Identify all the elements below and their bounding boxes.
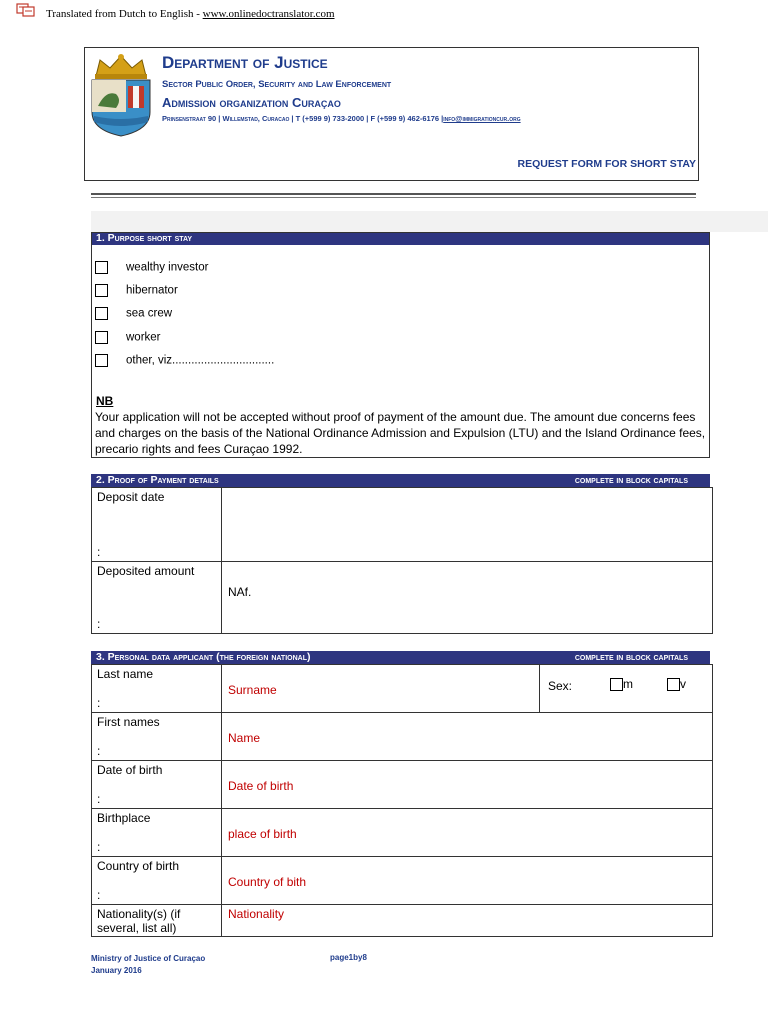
label-text: Deposited amount <box>97 564 195 578</box>
label-colon: : <box>97 617 101 631</box>
sector-name: Sector Public Order, Security and Law Enforcement <box>162 79 392 90</box>
section-2-title: 2. Proof of Payment details <box>96 474 219 486</box>
label-colon: : <box>97 744 101 758</box>
field-label <box>92 857 222 905</box>
option-wealthy-investor[interactable] <box>95 261 208 277</box>
table-row <box>92 562 713 634</box>
field-label <box>92 905 222 937</box>
section-3-title: 3. Personal data applicant (the foreign national) <box>96 651 311 663</box>
option-label: m <box>623 677 633 691</box>
table-row <box>92 488 713 562</box>
nationality-field[interactable] <box>222 905 713 937</box>
payment-table <box>91 487 713 634</box>
label-text: Last name <box>97 667 154 681</box>
option-hibernator[interactable] <box>95 284 178 300</box>
label-text: Birthplace <box>97 811 151 825</box>
field-value: Country of bith <box>228 875 307 889</box>
checkbox[interactable] <box>95 354 108 367</box>
field-label <box>92 488 222 562</box>
footer-ministry <box>91 953 205 977</box>
department-title: Department of Justice <box>162 53 328 72</box>
translation-notice-text: Translated from Dutch to English - <box>46 8 203 20</box>
last-name-field[interactable] <box>222 665 540 713</box>
sex-female-option[interactable] <box>667 677 686 691</box>
field-label <box>92 713 222 761</box>
form-title: REQUEST FORM FOR SHORT STAY <box>517 158 696 170</box>
date-of-birth-field[interactable] <box>222 761 713 809</box>
checkbox[interactable] <box>95 261 108 274</box>
option-label: wealthy investor <box>126 261 209 274</box>
table-row <box>92 713 713 761</box>
field-value: Name <box>228 731 261 745</box>
label-text: Date of birth <box>97 763 163 777</box>
checkbox[interactable] <box>667 678 680 691</box>
label-colon: : <box>97 545 101 559</box>
sex-male-option[interactable] <box>610 677 633 691</box>
label-colon: : <box>97 840 101 854</box>
table-row <box>92 761 713 809</box>
checkbox[interactable] <box>95 284 108 297</box>
section-3-header <box>91 651 710 664</box>
option-label: sea crew <box>126 307 173 320</box>
section-2-note: complete in block capitals <box>574 475 688 486</box>
option-label: hibernator <box>126 284 178 297</box>
table-row <box>92 857 713 905</box>
page-number: page1by8 <box>330 953 367 962</box>
field-label <box>92 665 222 713</box>
nb-text: Your application will not be accepted without proof of payment of the amount due. The amount due concerns fees and charges on the basis of the National Ordinance Admission and Expulsion (LTU) and the Island Ordinance fees, precario rights and fees Curaçao 1992. <box>95 410 706 456</box>
contact-line <box>162 114 521 123</box>
label-colon: : <box>97 792 101 806</box>
organization-name: Admission organization Curaçao <box>162 95 341 110</box>
option-worker[interactable] <box>95 331 161 347</box>
personal-data-table <box>91 664 713 937</box>
table-row <box>92 809 713 857</box>
sex-label: Sex: <box>548 679 573 693</box>
section-3-note: complete in block capitals <box>574 652 688 663</box>
field-value: place of birth <box>228 827 297 841</box>
option-label: v <box>680 677 686 691</box>
label-text: Nationality(s) (if several, list all) <box>97 907 181 935</box>
field-value: Surname <box>228 683 277 697</box>
option-sea-crew[interactable] <box>95 307 172 323</box>
birthplace-field[interactable] <box>222 809 713 857</box>
label-colon: : <box>97 888 101 902</box>
label-text: Country of birth <box>97 859 180 873</box>
section-1-title: 1. Purpose short stay <box>96 232 193 244</box>
section-2-header <box>91 474 710 487</box>
field-label <box>92 809 222 857</box>
deposited-amount-field[interactable] <box>222 562 713 634</box>
table-row <box>92 665 713 713</box>
option-label: worker <box>126 331 161 344</box>
table-row <box>92 905 713 937</box>
country-of-birth-field[interactable] <box>222 857 713 905</box>
spacer-band <box>91 211 768 232</box>
coat-of-arms-icon <box>86 50 156 138</box>
checkbox[interactable] <box>95 331 108 344</box>
label-colon: : <box>97 696 101 710</box>
email-link[interactable]: info@immigrationcur.org <box>443 114 521 123</box>
translation-notice <box>46 8 335 20</box>
nb-heading: NB <box>96 394 114 408</box>
address-text: Prinsenstraat 90 | Willemstad, Curacao | T (+599 9) 733-2000 | F (+599 9) 462-6176 | <box>162 114 444 123</box>
header-divider-thin <box>91 197 696 198</box>
field-value: Nationality <box>228 907 285 921</box>
header-divider <box>91 193 696 195</box>
label-text: First names <box>97 715 160 729</box>
field-value: Date of birth <box>228 779 294 793</box>
checkbox[interactable] <box>610 678 623 691</box>
first-names-field[interactable] <box>222 713 713 761</box>
field-label <box>92 562 222 634</box>
footer-ministry-name: Ministry of Justice of Curaçao <box>91 954 206 963</box>
label-text: Deposit date <box>97 490 165 504</box>
option-other[interactable] <box>95 354 274 370</box>
checkbox[interactable] <box>95 307 108 320</box>
field-label <box>92 761 222 809</box>
footer-date: January 2016 <box>91 966 142 975</box>
translator-icon <box>16 3 36 17</box>
translator-link[interactable]: www.onlinedoctranslator.com <box>202 8 335 20</box>
deposit-date-field[interactable] <box>222 488 713 562</box>
sex-field <box>540 665 713 713</box>
field-value: NAf. <box>228 585 252 599</box>
option-label: other, viz................................ <box>126 354 275 367</box>
